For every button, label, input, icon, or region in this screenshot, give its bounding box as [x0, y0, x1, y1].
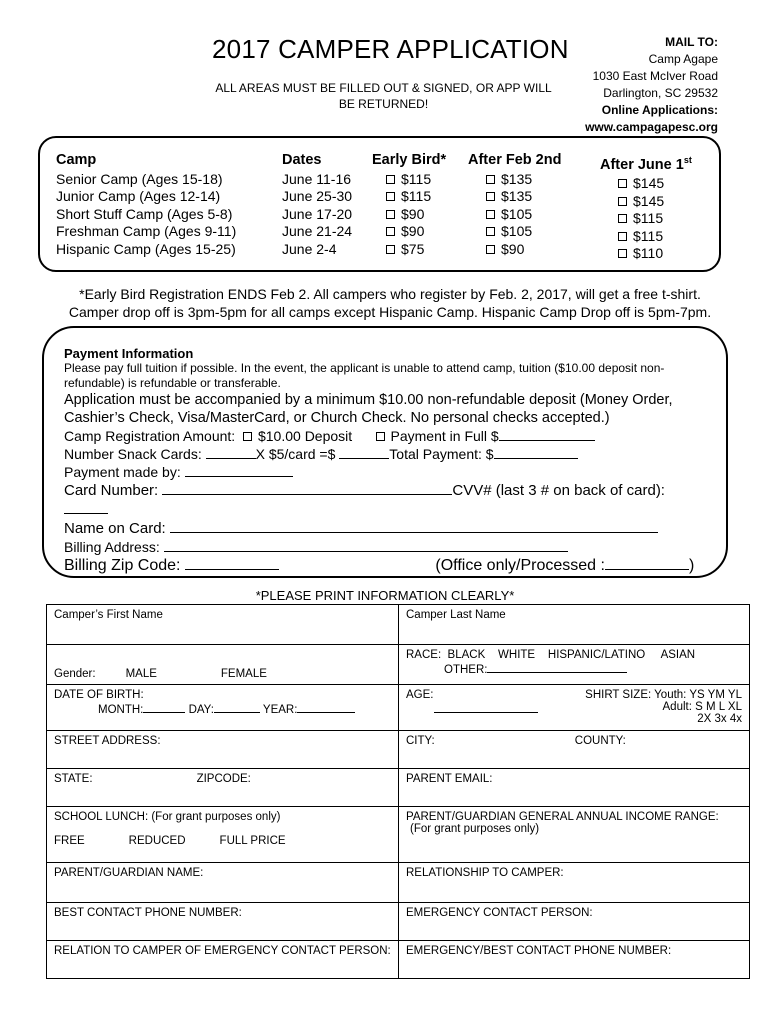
feb-checkbox[interactable] — [486, 227, 495, 236]
full-payment-option: Payment in Full $ — [390, 428, 499, 444]
snack-label: Number Snack Cards: — [64, 446, 202, 462]
street-address-field[interactable]: STREET ADDRESS: — [47, 731, 399, 769]
payment-heading: Payment Information — [64, 346, 194, 361]
age-shirt-field[interactable]: AGE: SHIRT SIZE: Youth: YS YM YL Adult: S M L XL 2X 3x 4x — [399, 685, 750, 731]
card-number-row — [64, 481, 704, 519]
camp-dates: June 25-30 — [282, 188, 353, 204]
feb-price: $105 — [501, 205, 533, 222]
camp-column — [56, 152, 236, 258]
snack-multiplier: X $5/card =$ — [255, 446, 336, 462]
feb-price: $135 — [501, 188, 533, 204]
city-county-field[interactable]: CITY: COUNTY: — [399, 731, 750, 769]
early-checkbox[interactable] — [386, 175, 395, 184]
feb-checkbox[interactable] — [486, 175, 495, 184]
name-on-card-field[interactable] — [170, 520, 658, 533]
camp-name: Hispanic Camp (Ages 15-25) — [56, 240, 236, 257]
june-price: $115 — [633, 210, 664, 227]
website-link[interactable]: www.campagapesc.org — [585, 120, 718, 134]
zip-label: Billing Zip Code: — [64, 557, 181, 574]
early-bird-column — [372, 152, 446, 258]
income-range-field[interactable]: PARENT/GUARDIAN GENERAL ANNUAL INCOME RANGE: (For grant purposes only) — [399, 807, 750, 863]
office-close: ) — [688, 557, 695, 574]
payment-box — [42, 326, 728, 578]
deposit-note: Application must be accompanied by a minimum $10.00 non-refundable deposit (Money Order, Cashier’s Check, Visa/MasterCard, or Church Check. No personal checks accepted.) — [64, 392, 673, 426]
after-june-header: After June 1st — [600, 155, 692, 173]
mail-name: Camp Agape — [648, 52, 718, 66]
shirt-sizes: SHIRT SIZE: Youth: YS YM YL Adult: S M L XL 2X 3x 4x — [585, 689, 742, 725]
page-title: 2017 CAMPER APPLICATION — [212, 34, 569, 64]
early-checkbox[interactable] — [386, 245, 395, 254]
early-price: $115 — [401, 170, 432, 187]
camp-dates: June 11-16 — [282, 170, 352, 187]
early-price: $75 — [401, 240, 425, 257]
instructions-subtitle: ALL AREAS MUST BE FILLED OUT & SIGNED, OR APP WILL BE RETURNED! — [215, 81, 552, 111]
made-by-field[interactable] — [185, 464, 293, 477]
print-clearly-note: *PLEASE PRINT INFORMATION CLEARLY* — [255, 588, 515, 603]
early-checkbox[interactable] — [386, 227, 395, 236]
cvv-label: CVV# (last 3 # on back of card): — [452, 482, 665, 499]
camp-name: Short Stuff Camp (Ages 5-8) — [56, 205, 233, 222]
snack-row — [64, 445, 704, 463]
emergency-phone-field[interactable]: EMERGENCY/BEST CONTACT PHONE NUMBER: — [399, 941, 750, 979]
best-phone-field[interactable]: BEST CONTACT PHONE NUMBER: — [47, 903, 399, 941]
dob-field[interactable]: DATE OF BIRTH: MONTH: DAY: YEAR: — [47, 685, 399, 731]
dates-column — [282, 152, 352, 258]
early-price: $90 — [401, 223, 425, 239]
mail-to-block — [585, 34, 718, 136]
made-by-label: Payment made by: — [64, 464, 181, 480]
june-price: $145 — [633, 175, 665, 192]
early-checkbox[interactable] — [386, 210, 395, 219]
dates-header: Dates — [282, 152, 322, 168]
mail-street: 1030 East McIver Road — [592, 69, 718, 83]
registration-notes — [40, 285, 740, 321]
camp-name: Junior Camp (Ages 12-14) — [56, 188, 221, 204]
june-price: $145 — [633, 192, 665, 209]
camper-info-form — [46, 604, 750, 979]
snack-total-field[interactable] — [339, 446, 389, 459]
card-number-label: Card Number: — [64, 482, 159, 499]
camp-header: Camp — [56, 152, 97, 168]
deposit-option: $10.00 Deposit — [257, 428, 353, 444]
june-checkbox[interactable] — [618, 249, 627, 258]
zip-field[interactable] — [185, 557, 279, 570]
snack-count-field[interactable] — [206, 446, 256, 459]
deposit-checkbox[interactable] — [243, 432, 252, 441]
early-bird-note: *Early Bird Registration ENDS Feb 2. All campers who register by Feb. 2, 2017, will get a free t-shirt. — [79, 286, 701, 302]
gender-field[interactable]: Gender: MALE FEMALE — [47, 645, 399, 685]
emergency-relation-field[interactable]: RELATION TO CAMPER OF EMERGENCY CONTACT PERSON: — [47, 941, 399, 979]
after-june-column — [600, 152, 692, 263]
full-payment-field[interactable] — [499, 428, 595, 441]
early-price: $115 — [401, 188, 432, 204]
reg-amount-label: Camp Registration Amount: — [64, 428, 236, 444]
camp-dates: June 2-4 — [282, 240, 337, 257]
first-name-field[interactable]: Camper’s First Name — [47, 605, 399, 645]
refund-note: Please pay full tuition if possible. In the event, the applicant is unable to attend camp, tuition ($10.00 deposit non-refundable) is refundable or transferable. — [64, 361, 665, 390]
zip-row — [64, 556, 704, 575]
early-price: $90 — [401, 205, 425, 222]
last-name-field[interactable]: Camper Last Name — [399, 605, 750, 645]
camp-dates: June 17-20 — [282, 205, 353, 222]
total-label: Total Payment: $ — [389, 446, 494, 462]
early-checkbox[interactable] — [386, 192, 395, 201]
card-number-field[interactable] — [162, 482, 452, 495]
feb-price: $90 — [501, 240, 525, 257]
after-feb-header: After Feb 2nd — [468, 152, 562, 168]
billing-address-field[interactable] — [164, 539, 568, 552]
office-field[interactable] — [605, 557, 689, 570]
billing-address-row — [64, 538, 704, 556]
guardian-name-field[interactable]: PARENT/GUARDIAN NAME: — [47, 863, 399, 903]
office-label: (Office only/Processed : — [435, 557, 605, 574]
full-payment-checkbox[interactable] — [376, 432, 385, 441]
june-price: $115 — [633, 227, 664, 244]
feb-checkbox[interactable] — [486, 210, 495, 219]
mail-to-label: MAIL TO: — [665, 35, 718, 49]
june-price: $110 — [633, 245, 664, 262]
state-zip-field[interactable]: STATE: ZIPCODE: — [47, 769, 399, 807]
registration-amount-row — [64, 427, 704, 445]
june-checkbox[interactable] — [618, 179, 627, 188]
feb-checkbox[interactable] — [486, 192, 495, 201]
june-checkbox[interactable] — [618, 197, 627, 206]
june-checkbox[interactable] — [618, 214, 627, 223]
billing-address-label: Billing Address: — [64, 539, 160, 555]
june-checkbox[interactable] — [618, 232, 627, 241]
pricing-box — [38, 136, 721, 272]
camp-dates: June 21-24 — [282, 223, 353, 239]
name-on-card-label: Name on Card: — [64, 520, 166, 537]
race-field[interactable]: RACE: BLACK WHITE HISPANIC/LATINO ASIAN OTHER: — [399, 645, 750, 685]
name-on-card-row — [64, 519, 704, 538]
parent-email-field[interactable]: PARENT EMAIL: — [399, 769, 750, 807]
feb-price: $135 — [501, 170, 533, 187]
camp-name: Freshman Camp (Ages 9-11) — [56, 223, 237, 239]
dropoff-note: Camper drop off is 3pm-5pm for all camps except Hispanic Camp. Hispanic Camp Drop off is 5pm-7pm. — [68, 304, 712, 320]
after-feb-column — [468, 152, 561, 258]
payment-made-by-row — [64, 463, 704, 481]
feb-price: $105 — [501, 223, 533, 239]
early-bird-header: Early Bird* — [372, 152, 447, 168]
camp-name: Senior Camp (Ages 15-18) — [56, 170, 223, 187]
school-lunch-field[interactable]: SCHOOL LUNCH: (For grant purposes only) FREE REDUCED FULL PRICE — [47, 807, 399, 863]
mail-city: Darlington, SC 29532 — [603, 86, 718, 100]
emergency-person-field[interactable]: EMERGENCY CONTACT PERSON: — [399, 903, 750, 941]
cvv-field[interactable] — [64, 501, 108, 514]
relationship-field[interactable]: RELATIONSHIP TO CAMPER: — [399, 863, 750, 903]
online-label: Online Applications: — [601, 103, 718, 117]
feb-checkbox[interactable] — [486, 245, 495, 254]
total-field[interactable] — [494, 446, 578, 459]
